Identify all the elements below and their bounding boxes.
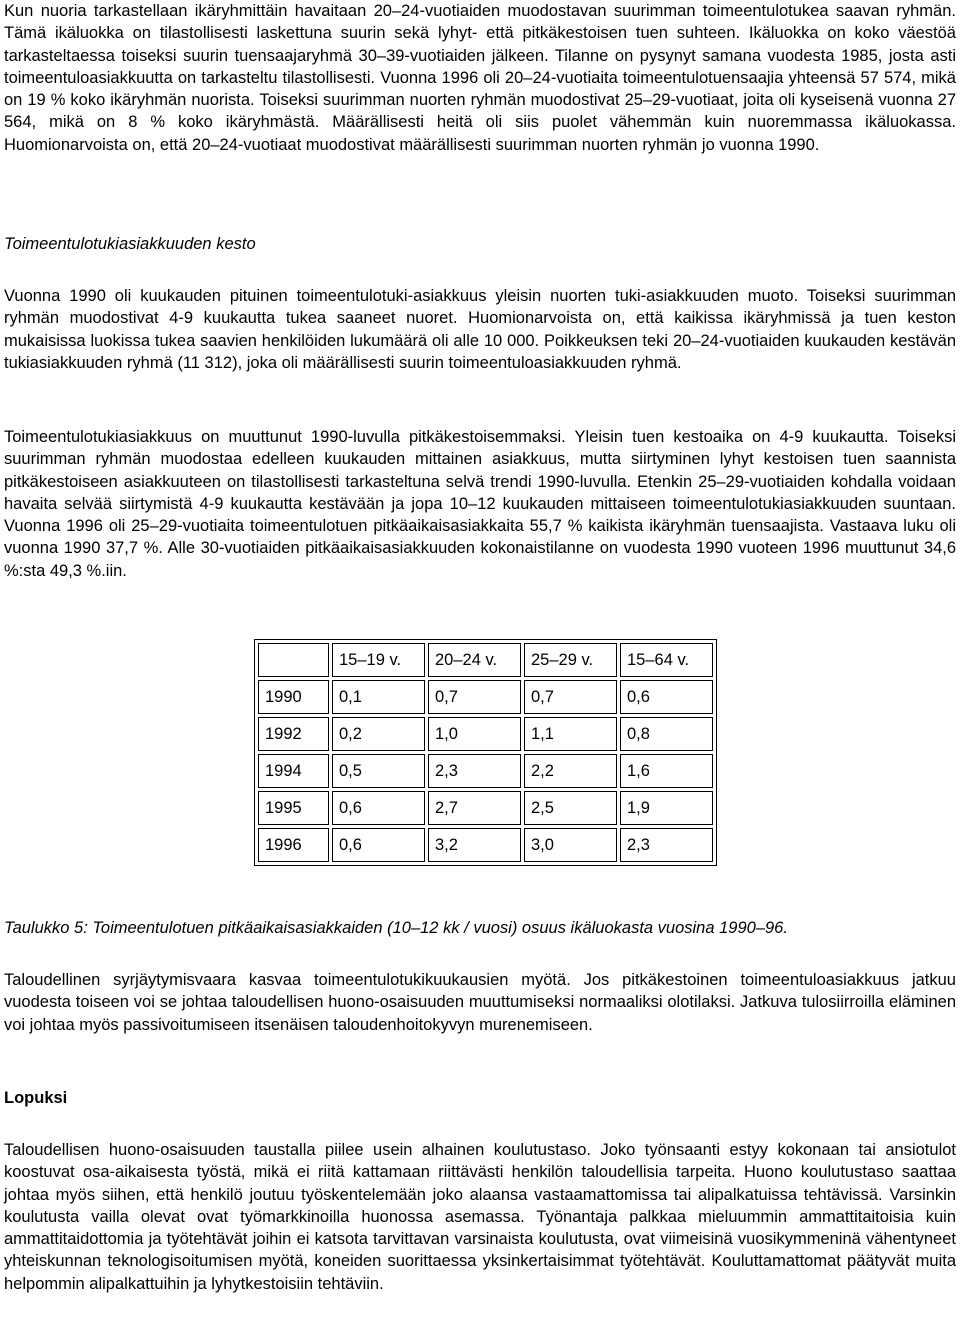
table-cell: 0,7 (524, 680, 617, 714)
column-header: 15–19 v. (332, 643, 425, 677)
section-heading-conclusion: Lopuksi (4, 1089, 68, 1107)
table-cell: 0,2 (332, 717, 425, 751)
long-term-clients-table (254, 639, 717, 866)
table-cell: 1,1 (524, 717, 617, 751)
row-year: 1990 (258, 680, 329, 714)
table-cell: 1,0 (428, 717, 521, 751)
column-header: 25–29 v. (524, 643, 617, 677)
table-corner-cell (258, 643, 329, 677)
table-cell: 2,3 (428, 754, 521, 788)
table-cell: 0,1 (332, 680, 425, 714)
table-cell: 2,3 (620, 828, 713, 862)
table-row (258, 717, 713, 751)
table-caption: Taulukko 5: Toimeentulotuen pitkäaikaisasiakkaiden (10–12 kk / vuosi) osuus ikäluokasta vuosina 1990–96. (4, 919, 788, 937)
table-cell: 2,2 (524, 754, 617, 788)
trend-paragraph: Toimeentulotukiasiakkuus on muuttunut 1990-luvulla pitkäkestoisemmaksi. Yleisin tuen kestoaika on 4-9 kuukautta. Toiseksi suurimman ryhmän muodostaa edelleen kuukauden mittainen asiakkuus, mutta siirtyminen lyhyt kestoisen tuen saannista pitkäkestoiseen asiakkuuteen on tilastollisesti tarkasteltuna selvä trendi 1990-luvulla. Etenkin 25–29-vuotiaiden kohdalla voidaan havaita selvää siirtymistä 4-9 kuukautta kestävään ja jopa 10–12 kuukauden mittaiseen toimeentulotukiasiakkuuden suuntaan. Vuonna 1996 oli 25–29-vuotiaita toimeentulotuen pitkäaikaisasiakkaita 55,7 % kaikista ikäryhmän tuensaajista. Vastaava luku oli vuonna 1990 37,7 %. Alle 30-vuotiaiden pitkäaikaisasiakkuuden kokonaistilanne on vuodesta 1990 vuoteen 1996 muuttunut 34,6 %:sta 49,3 %.iin. (4, 428, 956, 580)
table-cell: 0,6 (620, 680, 713, 714)
table-cell: 2,5 (524, 791, 617, 825)
table-cell: 1,6 (620, 754, 713, 788)
table-header-row (258, 643, 713, 677)
column-header: 20–24 v. (428, 643, 521, 677)
intro-paragraph: Kun nuoria tarkastellaan ikäryhmittäin havaitaan 20–24-vuotiaiden muodostavan suurimman toimeentulotukea saavan ryhmän. Tämä ikäluokka on tilastollisesti laskettuna suurin sekä lyhyt- että pitkäkestoisen tuen suhteen. Ikäluokka on koko väestöä tarkasteltaessa toiseksi suurin tuensaajaryhmä 30–39-vuotiaiden jälkeen. Tilanne on pysynyt samana vuodesta 1985, josta asti toimeentuloasiakkuutta on tarkasteltu tilastollisesti. Vuonna 1996 oli 20–24-vuotiaita toimeentulotuensaajia yhteensä 57 574, mikä on 19 % koko ikäryhmän nuorista. Toiseksi suurimman nuorten ryhmän muodostivat 25–29-vuotiaat, joita oli kyseisenä vuonna 27 564, mikä on 8 % koko ikäryhmästä. Määrällisesti heitä oli siis puolet vähemmän kuin nuoremmassa ikäluokassa. Huomionarvoista on, että 20–24-vuotiaat muodostivat määrällisesti suurimman nuorten ryhmän jo vuonna 1990. (4, 2, 956, 154)
table-cell: 0,6 (332, 828, 425, 862)
risk-paragraph: Taloudellinen syrjäytymisvaara kasvaa toimeentulotukikuukausien myötä. Jos pitkäkestoinen toimeentuloasiakkuus jatkuu vuodesta toiseen voi se johtaa taloudellisen huono-osaisuuden muuttumiseksi normaaliksi olotilaksi. Jatkuva tulosiirroilla eläminen voi johtaa myös passivoitumiseen itsenäisen taloudenhoitokyvyn murenemiseen. (4, 971, 956, 1034)
table-cell: 3,0 (524, 828, 617, 862)
table-cell: 1,9 (620, 791, 713, 825)
table-row (258, 680, 713, 714)
table-cell: 0,8 (620, 717, 713, 751)
row-year: 1996 (258, 828, 329, 862)
table-row (258, 754, 713, 788)
row-year: 1992 (258, 717, 329, 751)
table-cell: 2,7 (428, 791, 521, 825)
duration-paragraph: Vuonna 1990 oli kuukauden pituinen toimeentulotuki-asiakkuus yleisin nuorten tuki-asiakkuuden muoto. Toiseksi suurimman ryhmän muodostivat 4-9 kuukautta tukea saaneet nuoret. Huomionarvoista on, että kaikissa ikäryhmissä ja tuen keston mukaisissa luokissa tukea saavien henkilöiden lukumäärä oli alle 10 000. Poikkeuksen teki 20–24-vuotiaiden kuukauden kestävän tukiasiakkuuden ryhmä (11 312), joka oli määrällisesti suurin toimeentuloasiakkuuden ryhmä. (4, 287, 956, 372)
table-cell: 0,6 (332, 791, 425, 825)
table-row (258, 828, 713, 862)
table-cell: 0,5 (332, 754, 425, 788)
conclusion-paragraph: Taloudellisen huono-osaisuuden taustalla piilee usein alhainen koulutustaso. Joko työnsaanti estyy kokonaan tai ansiotulot koostuvat osa-aikaisesta työstä, mikä ei riitä kattamaan riittävästi henkilön taloudellisia tarpeita. Huono koulutustaso saattaa johtaa myös siihen, että henkilö joutuu työskentelemään joko alaansa vastaamattomissa tai alipalkatuissa tehtävissä. Varsinkin koulutusta vailla olevat ovat työmarkkinoilla huonossa asemassa. Työnantaja palkkaa mieluummin ammattitaitoisia kuin ammattitaidottomia ja työtehtävät joihin ei katsota tarvittavan varsinaista koulutusta, ovat viimeisinä vuosikymmeninä vähentyneet yhteiskunnan teknologisoitumisen myötä, koneiden suorittaessa yksinkertaisimmat työtehtävät. Kouluttamattomat päätyvät muita helpommin alipalkattuihin ja lyhytkestoisiin tehtäviin. (4, 1141, 956, 1293)
row-year: 1994 (258, 754, 329, 788)
section-heading-duration: Toimeentulotukiasiakkuuden kesto (4, 235, 256, 253)
column-header: 15–64 v. (620, 643, 713, 677)
table-cell: 0,7 (428, 680, 521, 714)
table-row (258, 791, 713, 825)
table-cell: 3,2 (428, 828, 521, 862)
row-year: 1995 (258, 791, 329, 825)
